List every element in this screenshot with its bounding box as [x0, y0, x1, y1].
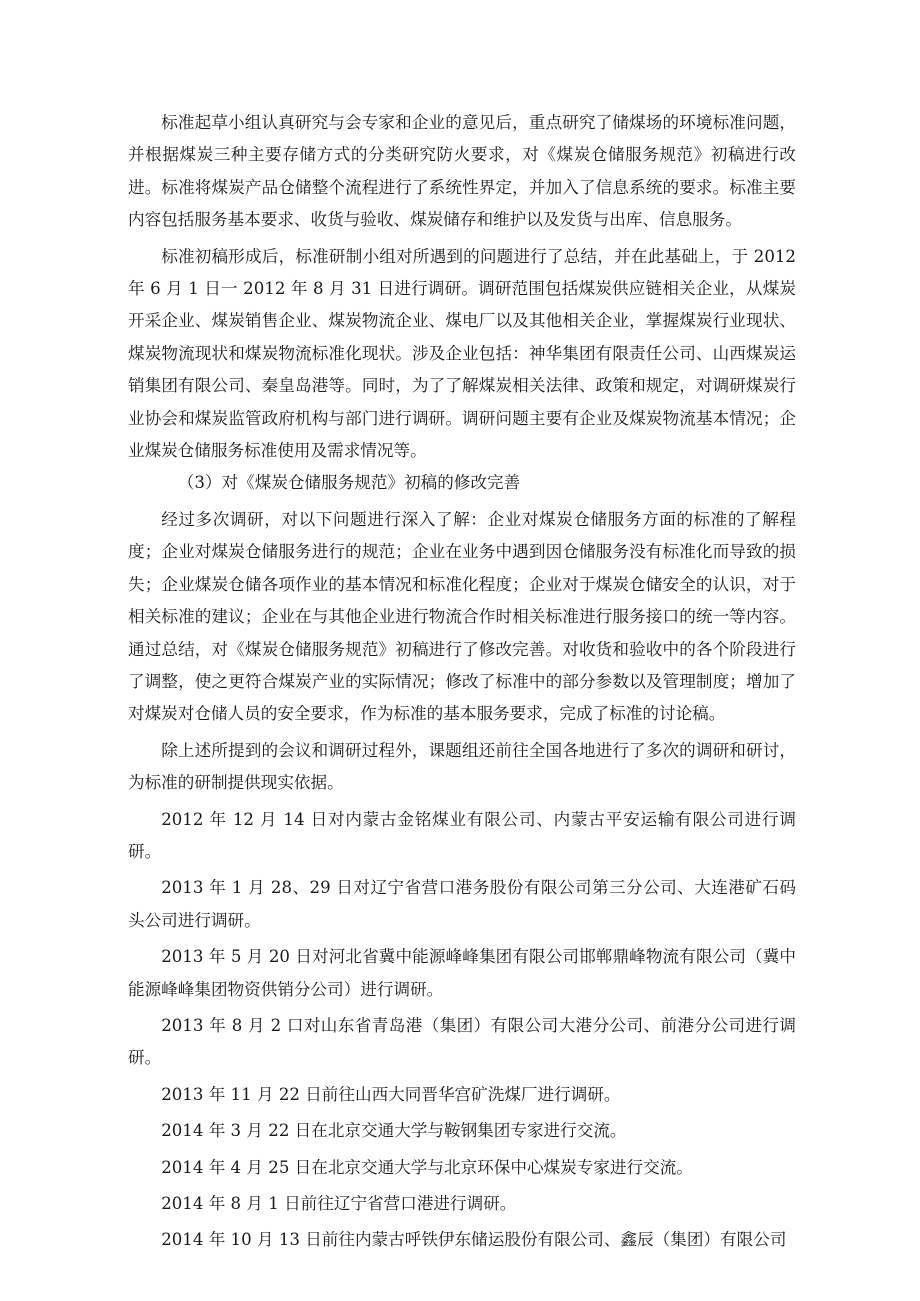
research-entry: 2012 年 12 月 14 日对内蒙古金铭煤业有限公司、内蒙古平安运输有限公司进行调研。: [128, 809, 796, 861]
research-entry: 2014 年 8 月 1 日前往辽宁省营口港进行调研。: [161, 1194, 517, 1213]
document-body: [128, 107, 796, 1257]
research-entry: 2013 年 5 月 20 日对河北省冀中能源峰峰集团有限公司邯郸鼎峰物流有限公司（冀中能源峰峰集团物资供销分公司）进行调研。: [128, 947, 796, 999]
research-entry: 2013 年 1 月 28、29 日对辽宁省营口港务股份有限公司第三分公司、大连港矿石码头公司进行调研。: [128, 878, 796, 930]
paragraph-revision-summary: 标准起草小组认真研究与会专家和企业的意见后，重点研究了储煤场的环境标准问题，并根据煤炭三种主要存储方式的分类研究防火要求，对《煤炭仓储服务规范》初稿进行改进。标准将煤炭产品仓储整个流程进行了系统性界定，并加入了信息系统的要求。标准主要内容包括服务基本要求、收货与验收、煤炭储存和维护以及发货与出库、信息服务。: [128, 113, 796, 230]
research-entry: 2013 年 8 月 2 口对山东省青岛港（集团）有限公司大港分公司、前港分公司进行调研。: [128, 1015, 796, 1068]
paragraph-draft-survey: 标准初稿形成后，标准研制小组对所遇到的问题进行了总结，并在此基础上，于 2012 年 6 月 1 日一 2012 年 8 月 31 日进行调研。调研范围包括煤炭供应链相关企业，从煤炭开采企业、煤炭销售企业、煤炭物流企业、煤电厂以及其他相关企业，掌握煤炭行业现状、煤炭物流现状和煤炭物流标准化现状。涉及企业包括：神华集团有限责任公司、山西煤炭运销集团有限公司、秦皇岛港等。同时，为了了解煤炭相关法律、政策和规定，对调研煤炭行业协会和煤炭监管政府机构与部门进行调研。调研问题主要有企业及煤炭物流基本情况；企业煤炭仓储服务标准使用及需求情况等。: [128, 246, 796, 461]
research-entry: 2014 年 4 月 25 日在北京交通大学与北京环保中心煤炭专家进行交流。: [161, 1157, 693, 1177]
research-entry: 2014 年 3 月 22 日在北京交通大学与鞍钢集团专家进行交流。: [161, 1121, 627, 1141]
research-entry: 2013 年 11 月 22 日前往山西大同晋华宫矿洗煤厂进行调研。: [161, 1084, 621, 1104]
paragraph-field-research: 除上述所提到的会议和调研过程外，课题组还前往全国各地进行了多次的调研和研讨，为标准的研制提供现实依据。: [128, 740, 796, 793]
paragraph-revision-details: 经过多次调研，对以下问题进行深入了解：企业对煤炭仓储服务方面的标准的了解程度；企业对煤炭仓储服务进行的规范；企业在业务中遇到因仓储服务没有标准化而导致的损失；企业煤炭仓储各项作业的基本情况和标准化程度；企业对于煤炭仓储安全的认识，对于相关标准的建议；企业在与其他企业进行物流合作时相关标准进行服务接口的统一等内容。通过总结，对《煤炭仓储服务规范》初稿进行了修改完善。对收货和验收中的各个阶段进行了调整，使之更符合煤炭产业的实际情况；修改了标准中的部分参数以及管理制度；增加了对煤炭对仓储人员的安全要求，作为标准的基本服务要求，完成了标准的讨论稿。: [128, 509, 796, 724]
research-entry: 2014 年 10 月 13 日前往内蒙古呼铁伊东储运股份有限公司、鑫辰（集团）有限公司: [161, 1230, 787, 1250]
section-heading-3: （3）对《煤炭仓储服务规范》初稿的修改完善: [177, 473, 521, 493]
